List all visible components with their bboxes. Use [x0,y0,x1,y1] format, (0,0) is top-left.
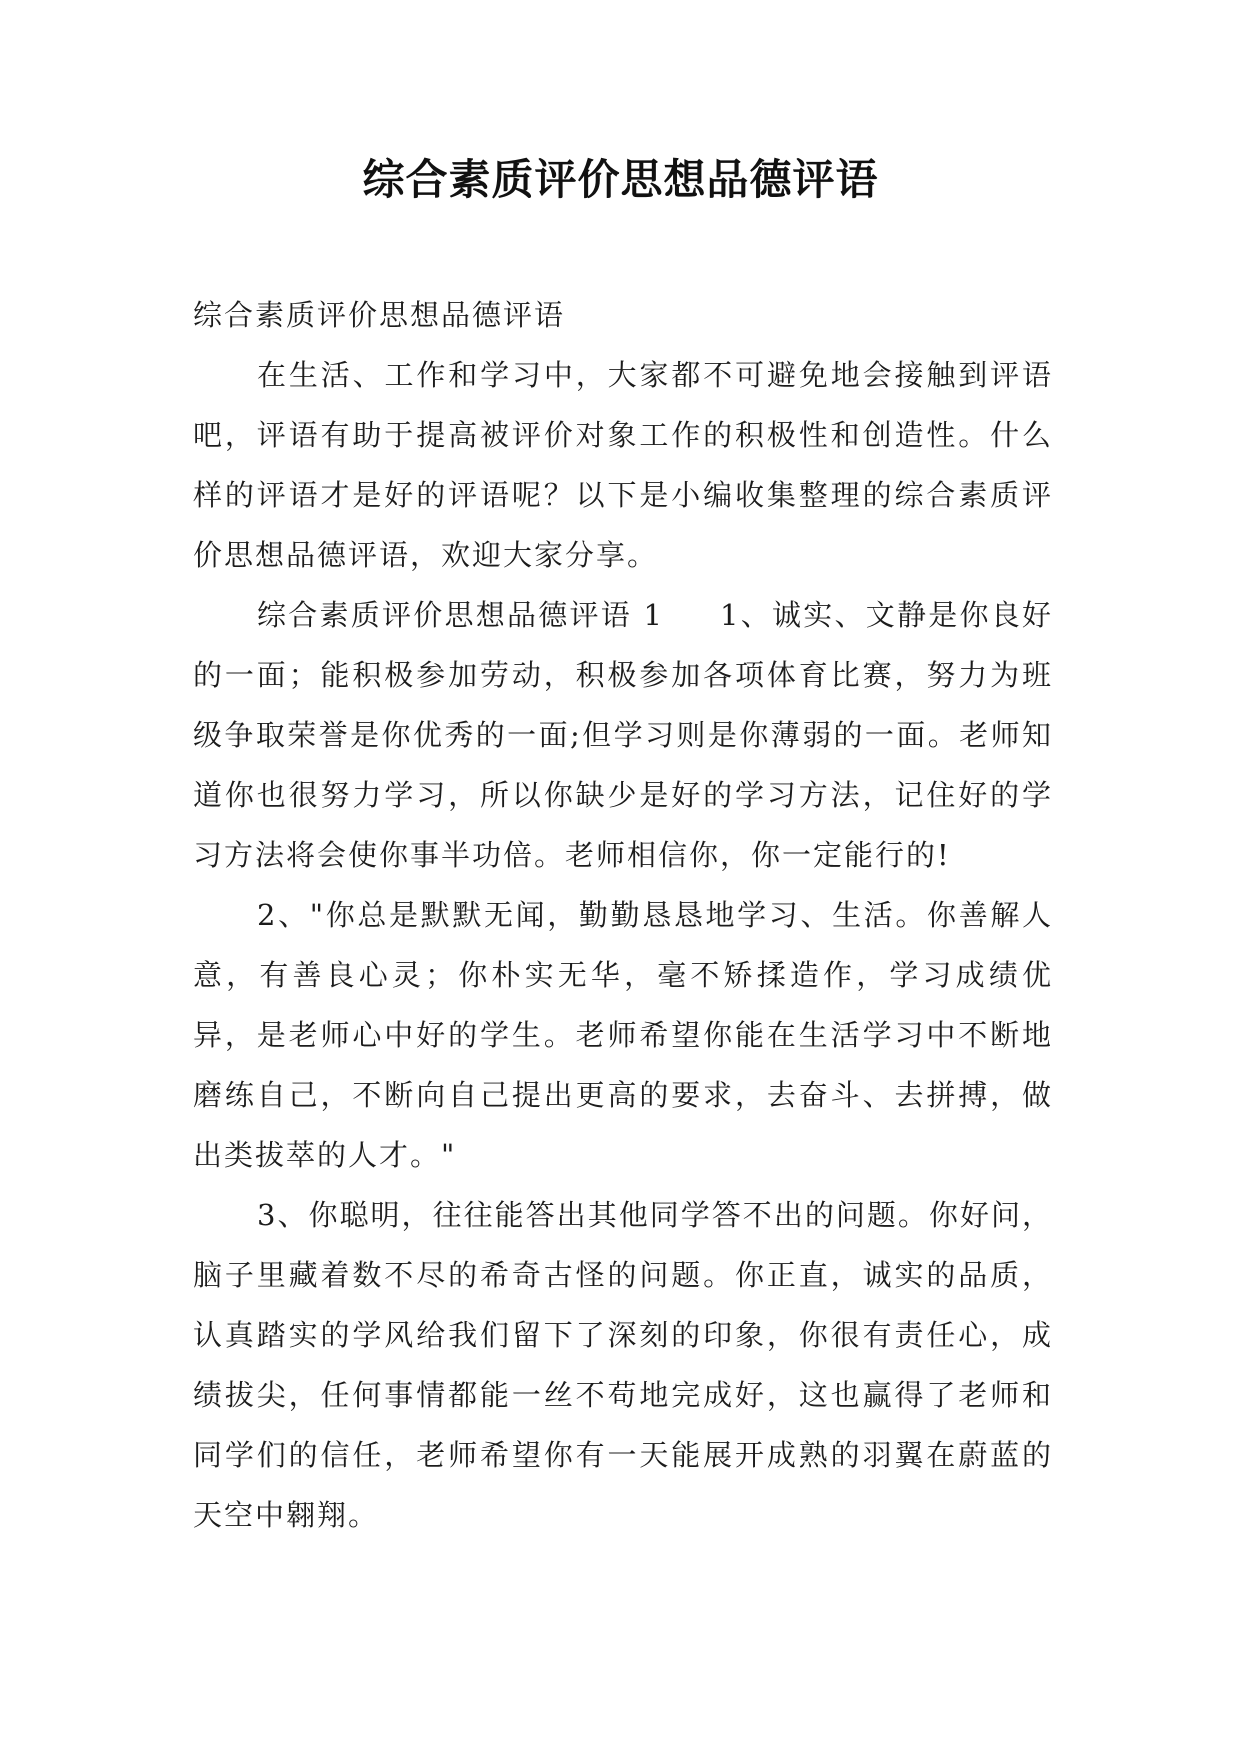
document-subtitle: 综合素质评价思想品德评语 [193,298,566,332]
document-title: 综合素质评价思想品德评语 [362,155,879,204]
section-heading: 综合素质评价思想品德评语 1 [257,598,664,632]
comment-item-1: 1、诚实、文静是你良好的一面；能积极参加劳动，积极参加各项体育比赛，努力为班级争取荣誉是你优秀的一面;但学习则是你薄弱的一面。老师知道你也很努力学习，所以你缺少是好的学习方法，记住好的学习方法将会使你事半功倍。老师相信你，你一定能行的! [193,598,1054,872]
intro-paragraph: 在生活、工作和学习中，大家都不可避免地会接触到评语吧，评语有助于提高被评价对象工作的积极性和创造性。什么样的评语才是好的评语呢？以下是小编收集整理的综合素质评价思想品德评语，欢迎大家分享。 [193,358,1053,572]
section-paragraph-1 [193,585,1053,885]
comment-item-2: 2、"你总是默默无闻，勤勤恳恳地学习、生活。你善解人意，有善良心灵；你朴实无华，毫不矫揉造作，学习成绩优异，是老师心中好的学生。老师希望你能在生活学习中不断地磨练自己，不断向自己提出更高的要求，去奋斗、去拼搏，做出类拔萃的人才。" [193,898,1053,1172]
document-body [193,285,1053,1545]
comment-item-3: 3、你聪明，往往能答出其他同学答不出的问题。你好问，脑子里藏着数不尽的希奇古怪的问题。你正直，诚实的品质，认真踏实的学风给我们留下了深刻的印象，你很有责任心，成绩拔尖，任何事情都能一丝不苟地完成好，这也赢得了老师和同学们的信任，老师希望你有一天能展开成熟的羽翼在蔚蓝的天空中翱翔。 [193,1198,1053,1532]
